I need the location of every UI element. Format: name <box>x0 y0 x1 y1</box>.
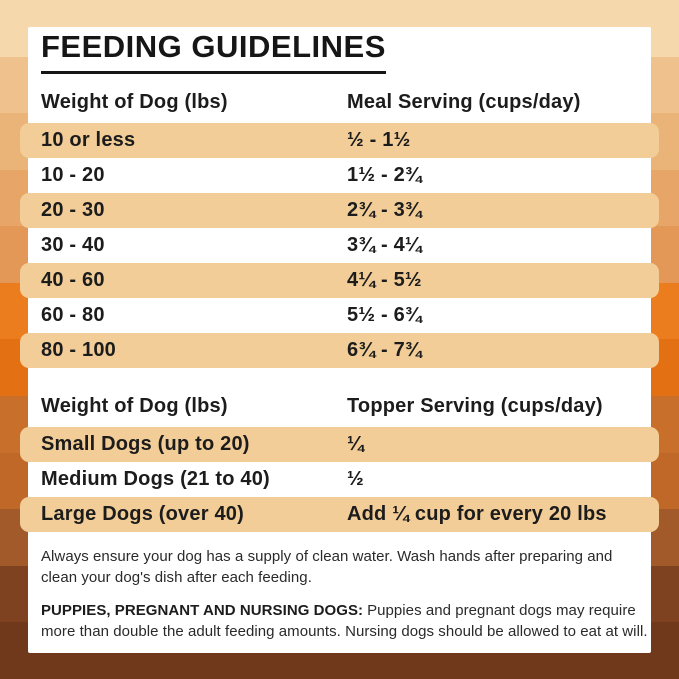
table-row <box>20 193 659 228</box>
puppies-note-label: PUPPIES, PREGNANT AND NURSING DOGS: <box>41 602 364 619</box>
table-row <box>0 298 679 333</box>
topper-col2-header: Topper Serving (cups/day) <box>347 394 603 417</box>
serving-cell: ¼ <box>347 433 364 455</box>
serving-cell: 1½ - 2¾ <box>347 164 422 186</box>
serving-cell: 5½ - 6¾ <box>347 304 422 326</box>
topper-table-rows <box>0 427 679 532</box>
weight-cell: Large Dogs (over 40) <box>41 503 244 525</box>
table-row <box>0 158 679 193</box>
meal-col1-header: Weight of Dog (lbs) <box>41 90 228 113</box>
weight-cell: 60 - 80 <box>41 304 105 326</box>
weight-cell: Small Dogs (up to 20) <box>41 433 250 455</box>
weight-cell: 20 - 30 <box>41 199 105 221</box>
table-row <box>20 497 659 532</box>
weight-cell: 80 - 100 <box>41 339 116 361</box>
meal-col2-header: Meal Serving (cups/day) <box>347 90 581 113</box>
serving-cell: Add ¼ cup for every 20 lbs <box>347 503 607 525</box>
table-row <box>20 333 659 368</box>
puppies-note-text: Puppies and pregnant dogs may require more than double the adult feeding amounts. Nursing dogs should be allowed to eat at will. <box>41 602 648 640</box>
serving-cell: 2¾ - 3¾ <box>347 199 422 221</box>
page-title: FEEDING GUIDELINES <box>41 31 386 74</box>
footnotes <box>41 546 649 642</box>
serving-cell: 4¼ - 5½ <box>347 269 422 291</box>
table-row <box>20 123 659 158</box>
topper-col1-header: Weight of Dog (lbs) <box>41 394 228 417</box>
weight-cell: Medium Dogs (21 to 40) <box>41 468 270 490</box>
serving-cell: 6¾ - 7¾ <box>347 339 422 361</box>
serving-cell: ½ <box>347 468 364 490</box>
weight-cell: 40 - 60 <box>41 269 105 291</box>
water-note: Always ensure your dog has a supply of clean water. Wash hands after preparing and clean your dog's dish after each feeding. <box>41 548 613 586</box>
serving-cell: ½ - 1½ <box>347 129 411 151</box>
table-row <box>0 228 679 263</box>
weight-cell: 10 or less <box>41 129 136 151</box>
weight-cell: 10 - 20 <box>41 164 105 186</box>
table-row <box>20 263 659 298</box>
weight-cell: 30 - 40 <box>41 234 105 256</box>
table-row <box>20 427 659 462</box>
meal-table-header <box>0 89 679 115</box>
meal-table-rows <box>0 123 679 368</box>
table-row <box>0 462 679 497</box>
puppies-note <box>41 600 649 642</box>
serving-cell: 3¾ - 4¼ <box>347 234 422 256</box>
topper-table-header <box>0 393 679 419</box>
